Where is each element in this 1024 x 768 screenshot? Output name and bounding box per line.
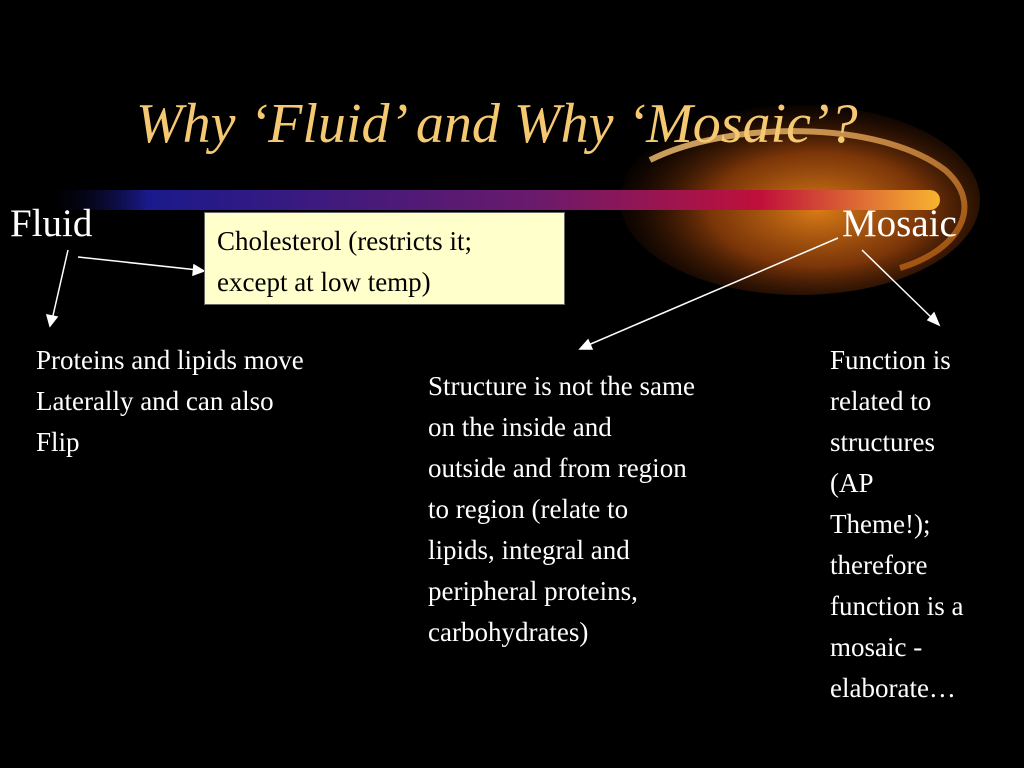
text-line: lipids, integral and bbox=[428, 535, 630, 565]
text-line: peripheral proteins, bbox=[428, 576, 638, 606]
fluid-heading: Fluid bbox=[10, 202, 93, 245]
arrowhead-callout bbox=[193, 265, 204, 275]
text-line: to region (relate to bbox=[428, 494, 629, 524]
structure-description bbox=[428, 366, 695, 653]
arrow-fluid-to-left-text bbox=[52, 250, 68, 320]
text-line: function is a bbox=[830, 591, 964, 621]
text-line: Laterally and can also bbox=[36, 386, 274, 416]
text-line: Theme!); bbox=[830, 509, 931, 539]
text-line: therefore bbox=[830, 550, 928, 580]
text-line: Function is bbox=[830, 345, 951, 375]
mosaic-heading: Mosaic bbox=[842, 202, 957, 245]
arrowhead-middle-text bbox=[580, 340, 592, 349]
text-line: Flip bbox=[36, 427, 80, 457]
text-line: Structure is not the same bbox=[428, 371, 695, 401]
callout-line: except at low temp) bbox=[217, 267, 431, 297]
text-line: mosaic - bbox=[830, 632, 923, 662]
text-line: structures bbox=[830, 427, 935, 457]
text-line: Proteins and lipids move bbox=[36, 345, 304, 375]
arrowhead-left-text bbox=[47, 315, 57, 326]
gradient-bar bbox=[40, 190, 940, 210]
text-line: related to bbox=[830, 386, 932, 416]
text-line: (AP bbox=[830, 468, 874, 498]
text-line: outside and from region bbox=[428, 453, 687, 483]
text-line: on the inside and bbox=[428, 412, 612, 442]
cholesterol-callout bbox=[204, 212, 565, 305]
text-line: carbohydrates) bbox=[428, 617, 589, 647]
fluid-description bbox=[36, 340, 304, 463]
slide-title: Why ‘Fluid’ and Why ‘Mosaic’? bbox=[136, 93, 858, 155]
function-description bbox=[830, 340, 963, 709]
arrow-fluid-to-callout bbox=[78, 257, 198, 270]
callout-line: Cholesterol (restricts it; bbox=[217, 226, 472, 256]
text-line: elaborate… bbox=[830, 673, 956, 703]
